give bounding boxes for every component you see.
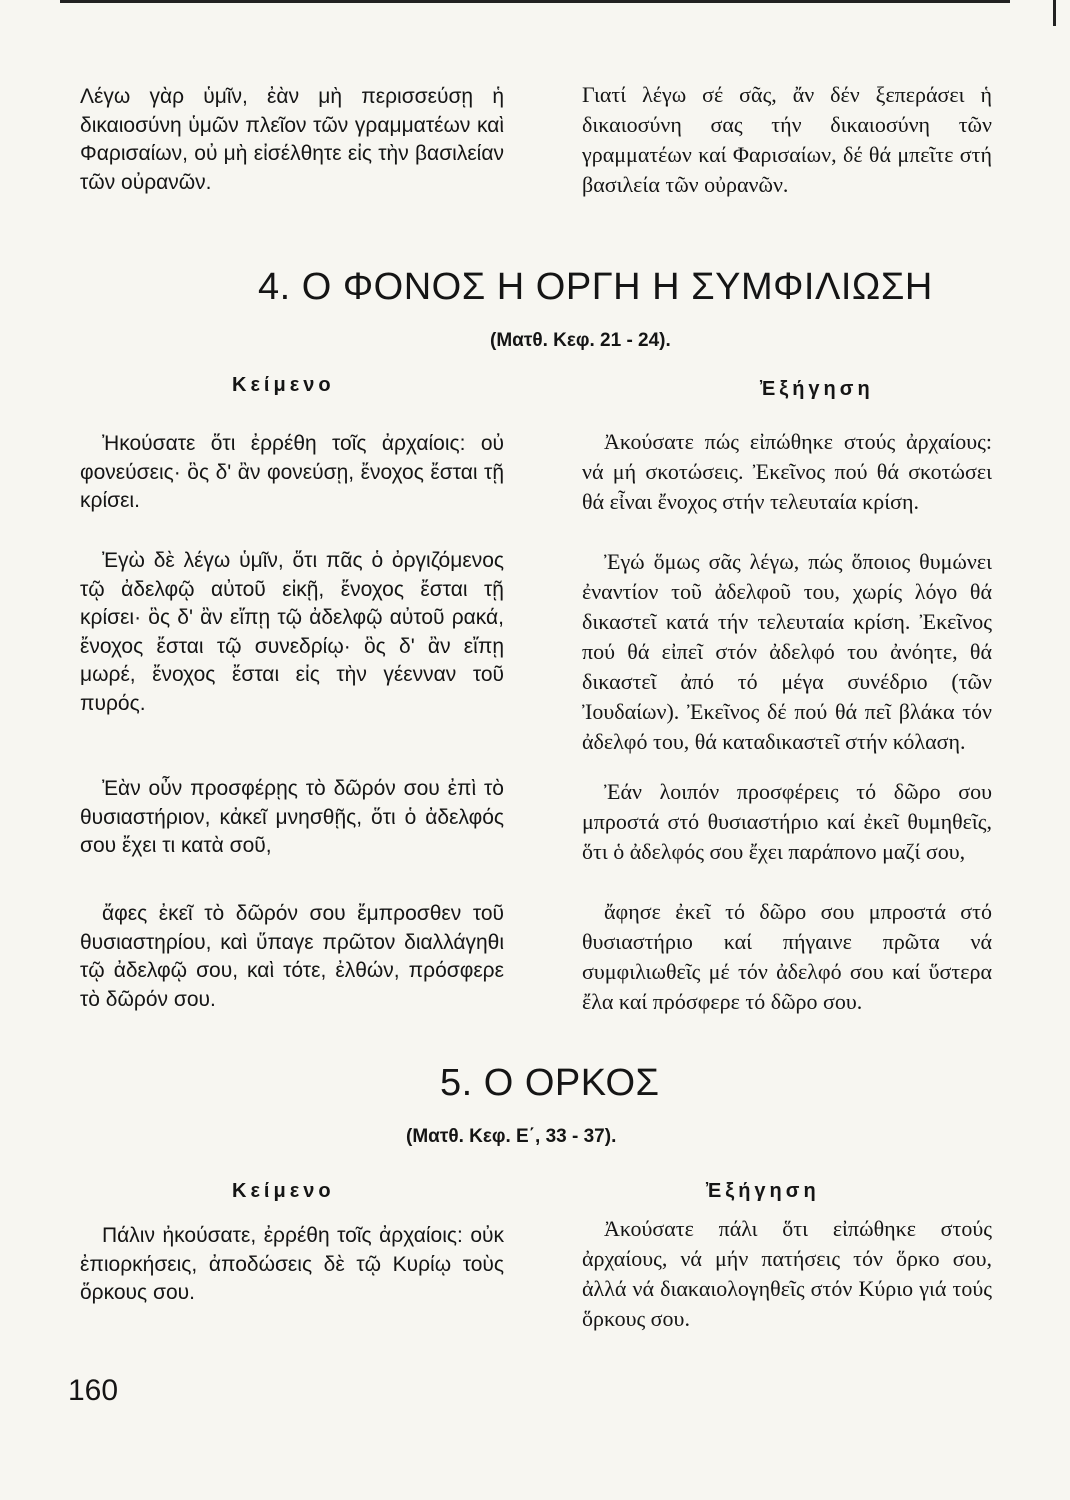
section-4-explanation-paragraph-4: ἄφησε ἐκεῖ τό δῶρο σου μπροστά στό θυσιαστήριο καί πήγαινε πρῶτα νά συμφιλιωθεῖς μέ τόν ἀδελφό σου καί ὕστερα ἔλα καί πρόσφερε τό δῶρο σου. bbox=[582, 899, 992, 1014]
section-5-reference: (Ματθ. Κεφ. Ε΄, 33 - 37). bbox=[406, 1126, 617, 1147]
section-4-text-paragraph-1: Ἠκούσατε ὅτι ἐρρέθη τοῖς ἀρχαίοις: οὐ φονεύσεις· ὃς δ' ἂν φονεύσῃ, ἔνοχος ἔσται τῇ κρίσει. bbox=[80, 432, 504, 512]
page-number: 160 bbox=[68, 1374, 119, 1407]
section-4-title: 4. Ο ΦΟΝΟΣ Η ΟΡΓΗ Η ΣΥΜΦΙΛΙΩΣΗ bbox=[258, 266, 933, 308]
section-5-label-explanation: Ἐξήγηση bbox=[706, 1180, 820, 1202]
right-edge-mark bbox=[1053, 0, 1056, 26]
section-4-label-explanation: Ἐξήγηση bbox=[760, 378, 874, 400]
section-4-explanation-paragraph-3: Ἐάν λοιπόν προσφέρεις τό δῶρο σου μπροστά στό θυσιαστήριο καί ἐκεῖ θυμηθεῖς, ὅτι ὁ ἀδελφός σου ἔχει παράπονο μαζί σου, bbox=[582, 779, 992, 864]
intro-left-paragraph: Λέγω γὰρ ὑμῖν, ἐὰν μὴ περισσεύσῃ ἡ δικαιοσύνη ὑμῶν πλεῖον τῶν γραμματέων καὶ Φαρισαίων, οὐ μὴ εἰσέλθητε εἰς τὴν βασιλείαν τῶν οὐρανῶν. bbox=[80, 85, 504, 194]
section-4-text-paragraph-3: Ἐὰν οὖν προσφέρῃς τὸ δῶρόν σου ἐπὶ τὸ θυσιαστήριον, κἀκεῖ μνησθῇς, ὅτι ὁ ἀδελφός σου ἔχει τι κατὰ σοῦ, bbox=[80, 777, 504, 857]
section-4-explanation-paragraph-2: Ἐγώ ὅμως σᾶς λέγω, πώς ὅποιος θυμώνει ἐναντίον τοῦ ἀδελφοῦ του, χωρίς λόγο θά δικαστεῖ κατά τήν τελευταία κρίση. Ἐκεῖνος πού θά εἰπεῖ στόν ἀδελφό του ἀνόητε, θά δικαστεῖ ἀπό τό μέγα συνέδριο (τῶν Ἰουδαίων). Ἐκεῖνος δέ πού θά πεῖ βλάκα τόν ἀδελφό του, θά καταδικαστεῖ στήν κόλαση. bbox=[582, 549, 992, 754]
section-4-label-text: Κείμενο bbox=[232, 374, 335, 396]
section-5-label-text: Κείμενο bbox=[232, 1180, 335, 1202]
intro-right-paragraph: Γιατί λέγω σέ σᾶς, ἄν δέν ξεπεράσει ἡ δικαιοσύνη σας τήν δικαιοσύνη τῶν γραμματέων καί Φαρισαίων, δέ θά μπεῖτε στή βασιλεία τῶν οὐρανῶν. bbox=[582, 82, 992, 197]
section-5-text-paragraph: Πάλιν ἠκούσατε, ἐρρέθη τοῖς ἀρχαίοις: οὐκ ἐπιορκήσεις, ἀποδώσεις δὲ τῷ Κυρίῳ τοὺς ὅρκους σου. bbox=[80, 1224, 504, 1304]
section-4-text-paragraph-4: ἄφες ἐκεῖ τὸ δῶρόν σου ἔμπροσθεν τοῦ θυσιαστηρίου, καὶ ὕπαγε πρῶτον διαλλάγηθι τῷ ἀδελφῷ σου, καὶ τότε, ἐλθών, πρόσφερε τὸ δῶρόν σου. bbox=[80, 902, 504, 1011]
top-edge-line bbox=[60, 0, 1010, 3]
section-5-title: 5. Ο ΟΡΚΟΣ bbox=[440, 1062, 660, 1104]
section-4-reference: (Ματθ. Κεφ. 21 - 24). bbox=[490, 330, 671, 351]
section-5-explanation-paragraph: Ἀκούσατε πάλι ὅτι εἰπώθηκε στούς ἀρχαίους, νά μήν πατήσεις τόν ὅρκο σου, ἀλλά νά διακαιολογηθεῖς στόν Κύριο γιά τούς ὅρκους σου. bbox=[582, 1216, 992, 1331]
section-4-text-paragraph-2: Ἐγὼ δὲ λέγω ὑμῖν, ὅτι πᾶς ὁ ὀργιζόμενος τῷ ἀδελφῷ αὐτοῦ εἰκῇ, ἔνοχος ἔσται τῇ κρίσει· ὃς δ' ἂν εἴπῃ τῷ ἀδελφῷ αὐτοῦ ρακά, ἔνοχος ἔσται τῷ συνεδρίῳ· ὃς δ' ἂν εἴπῃ μωρέ, ἔνοχος ἔσται εἰς τὴν γέενναν τοῦ πυρός. bbox=[80, 549, 504, 715]
section-4-explanation-paragraph-1: Ἀκούσατε πώς εἰπώθηκε στούς ἀρχαίους: νά μή σκοτώσεις. Ἐκεῖνος πού θά σκοτώσει θά εἶναι ἔνοχος στήν τελευταία κρίση. bbox=[582, 429, 992, 514]
